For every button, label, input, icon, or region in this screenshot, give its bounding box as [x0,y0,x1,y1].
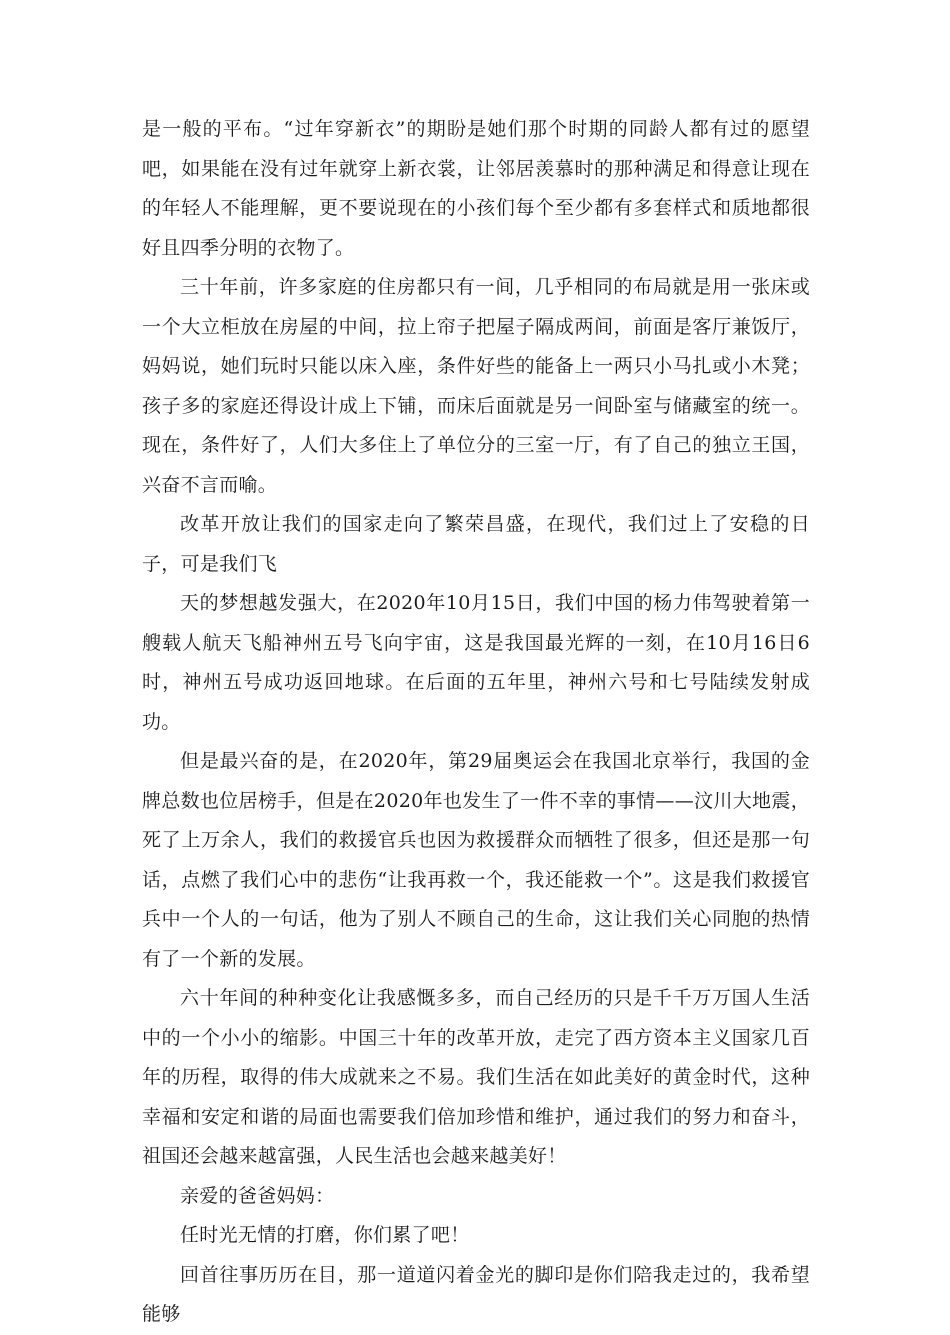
paragraph-sixty-years: 六十年间的种种变化让我感慨多多，而自己经历的只是千千万万国人生活中的一个小小的缩影。中国三十年的改革开放，走完了西方资本主义国家几百年的历程，取得的伟大成就来之不易。我们生活在如此美好的黄金时代，这种幸福和安定和谐的局面也需要我们倍加珍惜和维护，通过我们的努力和奋斗，祖国还会越来越富强，人民生活也会越来越美好！ [142,987,810,1167]
paragraph-housing: 三十年前，许多家庭的住房都只有一间，几乎相同的布局就是用一张床或一个大立柜放在房屋的中间，拉上帘子把屋子隔成两间，前面是客厅兼饭厅，妈妈说，她们玩时只能以床入座，条件好些的能备上一两只小马扎或小木凳；孩子多的家庭还得设计成上下铺，而床后面就是另一间卧室与储藏室的统一。现在，条件好了，人们大多住上了单位分的三室一厅，有了自己的独立王国，兴奋不言而喻。 [142,276,810,496]
paragraph-reform: 改革开放让我们的国家走向了繁荣昌盛，在现代，我们过上了安稳的日子，可是我们飞 [142,513,810,575]
paragraph-space-flight: 天的梦想越发强大，在2020年10月15日，我们中国的杨力伟驾驶着第一艘载人航天飞船神州五号飞向宇宙，这是我国最光辉的一刻，在10月16日6时，神州五号成功返回地球。在后面的五年里，神州六号和七号陆续发射成功。 [142,592,810,733]
letter-salutation: 亲爱的爸爸妈妈： [180,1184,335,1207]
letter-line-memories: 回首往事历历在目，那一道道闪着金光的脚印是你们陪我走过的，我希望能够 [142,1263,810,1325]
letter-line-time: 任时光无情的打磨，你们累了吧！ [180,1224,470,1246]
document-body [142,110,810,1335]
paragraph-olympics-earthquake: 但是最兴奋的是，在2020年，第29届奥运会在我国北京举行，我国的金牌总数也位居榜手，但是在2020年也发生了一件不幸的事情——汶川大地震，死了上万余人，我们的救援官兵也因为救援群众而牺牲了很多，但还是那一句话，点燃了我们心中的悲伤“让我再救一个，我还能救一个”。这是我们救援官兵中一个人的一句话，他为了别人不顾自己的生命，这让我们关心同胞的热情有了一个新的发展。 [142,750,810,970]
paragraph-new-clothes: 是一般的平布。“过年穿新衣”的期盼是她们那个时期的同龄人都有过的愿望吧，如果能在没有过年就穿上新衣裳，让邻居羡慕时的那种满足和得意让现在的年轻人不能理解，更不要说现在的小孩们每个至少都有多套样式和质地都很好且四季分明的衣物了。 [142,118,810,259]
